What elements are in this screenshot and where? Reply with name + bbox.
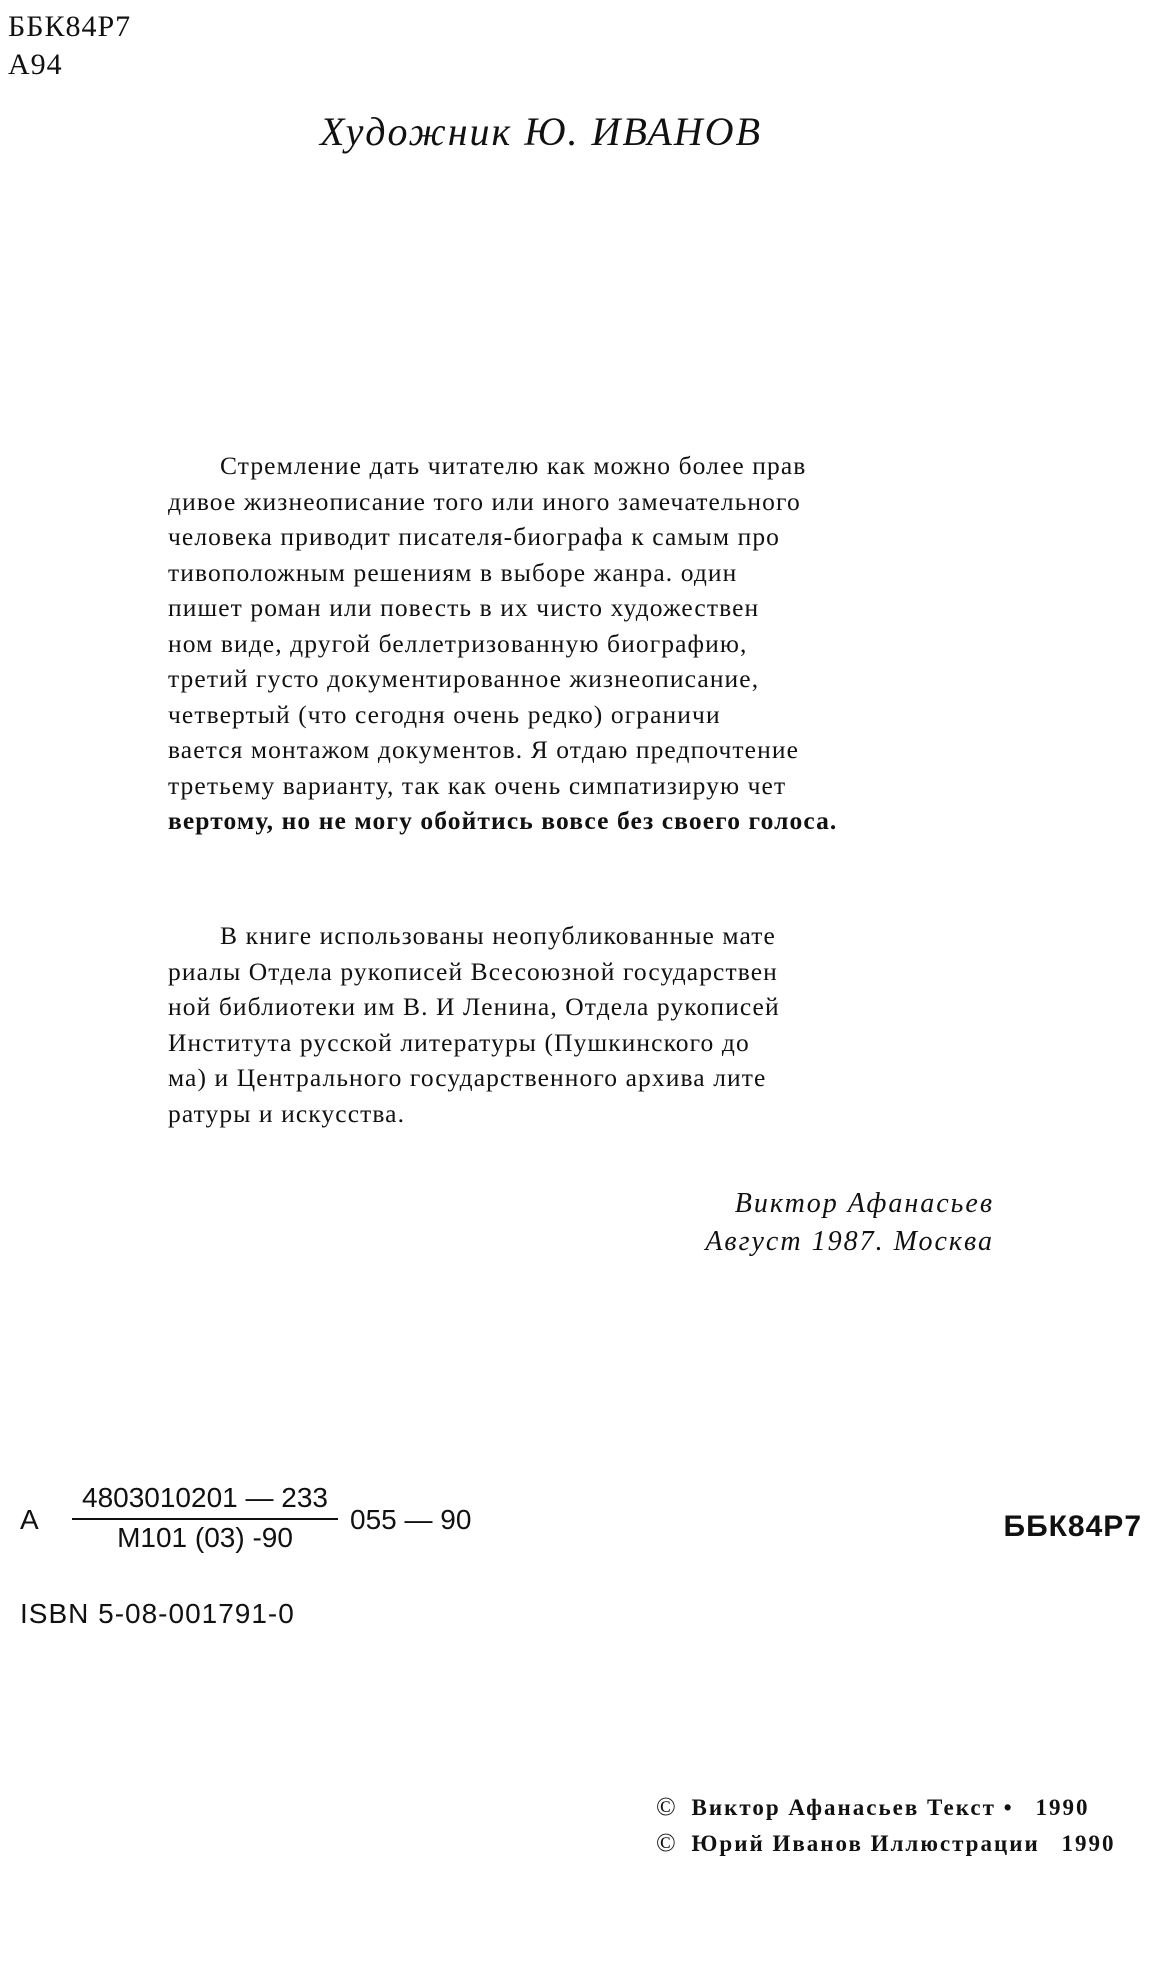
sources-line: ратуры и искусства.	[168, 1098, 406, 1128]
artist-credit: Художник Ю. ИВАНОВ	[320, 109, 762, 154]
preface-line: пишет роман или повесть в их чисто художествен	[168, 593, 760, 622]
copyright-line	[656, 1792, 1089, 1822]
index-fraction	[72, 1482, 338, 1554]
copyright-year: 1990	[1061, 1831, 1116, 1856]
publication-index	[20, 1482, 520, 1602]
preface-line: вается монтажом документов. Я отдаю предпочтение	[168, 735, 800, 764]
preface-line: ном виде, другой беллетризованную биографию,	[168, 628, 748, 658]
sources-line: ной библиотеки им В. И Ленина, Отдела рукописей	[168, 992, 780, 1021]
preface-line: вертому, но не могу обойтись вовсе без своего голоса.	[168, 806, 838, 835]
sources-line: риалы Отдела рукописей Всесоюзной государствен	[168, 956, 778, 986]
preface-paragraph	[168, 448, 998, 839]
copyright-holder: Виктор Афанасьев Текст •	[691, 1795, 1014, 1820]
sources-line: Института русской литературы (Пушкинского до	[168, 1027, 750, 1057]
preface-line: дивое жизнеописание того или иного замечательного	[168, 486, 801, 516]
bbk-code-bottom: ББК84Р7	[1003, 1510, 1142, 1543]
preface-line: третий густо документированное жизнеописание,	[168, 664, 760, 693]
isbn: ISBN 5-08-001791-0	[20, 1598, 295, 1629]
copyright-icon: ©	[656, 1792, 678, 1821]
sources-note-paragraph	[168, 918, 998, 1131]
index-denominator: М101 (03) -90	[117, 1522, 293, 1553]
index-suffix: 055 — 90	[350, 1504, 472, 1535]
header-codes	[8, 8, 131, 84]
author-signature-name: Виктор Афанасьев	[734, 1188, 994, 1219]
preface-line: тивоположным решениям в выборе жанра. один	[168, 557, 738, 587]
index-numerator: 4803010201 — 233	[72, 1482, 338, 1520]
copyright-year: 1990	[1035, 1795, 1090, 1820]
author-sign: А94	[8, 48, 63, 81]
sources-line: В книге использованы неопубликованные мате	[220, 921, 776, 950]
bbk-code-top: ББК84Р7	[8, 10, 132, 43]
index-letter: А	[20, 1504, 39, 1535]
copyright-icon: ©	[656, 1828, 678, 1857]
copyright-line	[656, 1828, 1115, 1858]
preface-line: Стремление дать читателю как можно более прав	[220, 451, 807, 480]
preface-line: человека приводит писателя-биографа к самым про	[168, 522, 781, 551]
sources-line: ма) и Центрального государственного архива лите	[168, 1063, 767, 1092]
copyright-holder: Юрий Иванов Иллюстрации	[691, 1831, 1040, 1856]
author-signature-date: Август 1987. Москва	[705, 1226, 994, 1257]
preface-line: четвертый (что сегодня очень редко) ограничи	[168, 699, 721, 729]
preface-line: третьему варианту, так как очень симпатизирую чет	[168, 770, 787, 800]
